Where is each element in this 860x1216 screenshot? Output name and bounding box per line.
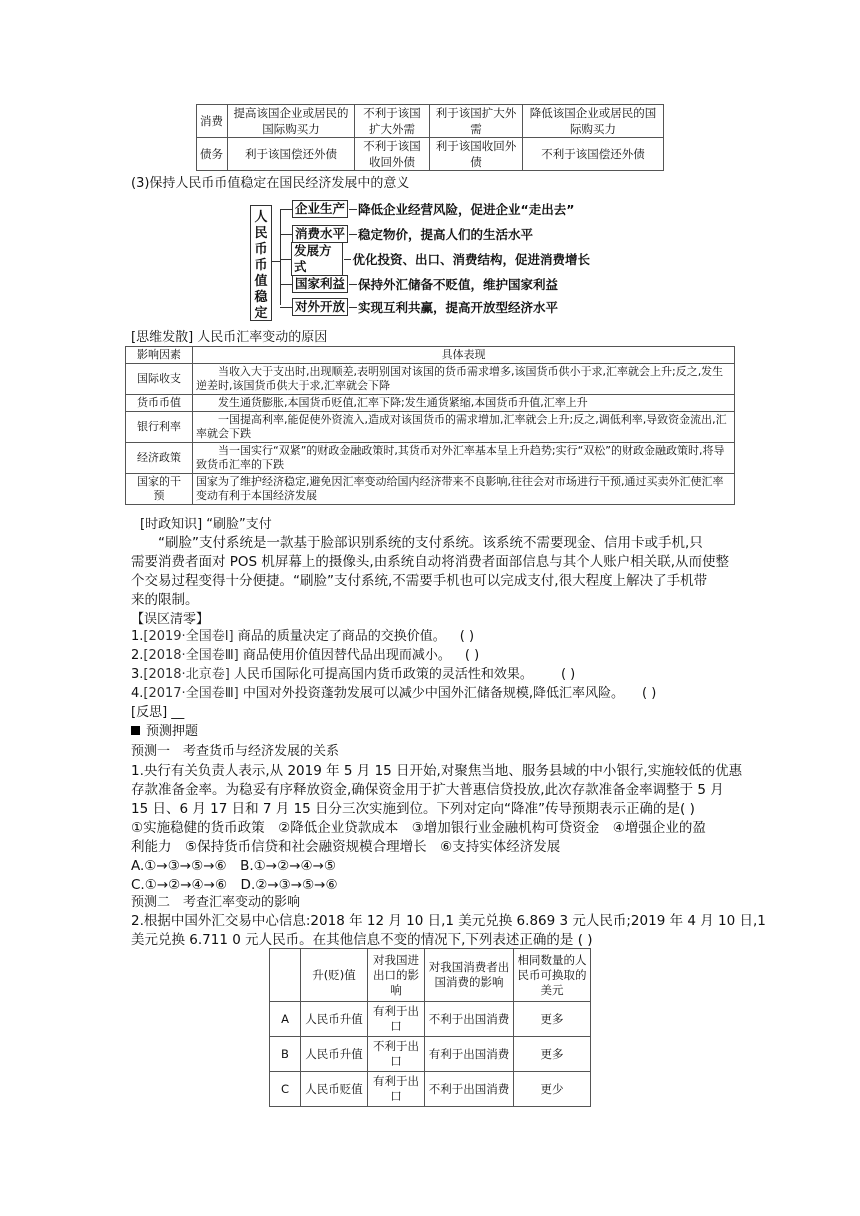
predict-title: 预测押题 <box>146 724 199 739</box>
table-row <box>126 474 735 505</box>
table-cell: 利于该国收回外债 <box>430 138 523 171</box>
table-row <box>197 138 664 171</box>
table-cell: 更多 <box>514 1037 591 1072</box>
thinking-title: [思维发散] 人民币汇率变动的原因 <box>131 330 328 345</box>
table-row <box>126 395 735 412</box>
question-line: 15 日、6 月 17 日和 7 月 15 日分三次实施到位。下列对定向“降准”传导预期表示正确的是( ) <box>131 801 695 817</box>
question-1 <box>131 762 742 895</box>
connector-line <box>271 261 280 262</box>
table-cell: 人民币升值 <box>301 1037 368 1072</box>
table-cell: 利于该国偿还外债 <box>228 138 355 171</box>
column-header: 具体表现 <box>193 347 735 364</box>
factor-cell: 国家的干预 <box>126 474 193 505</box>
answer-options: C.①→②→④→⑥ D.②→③→⑤→⑥ <box>131 877 338 893</box>
row-label: 消费 <box>197 105 228 138</box>
diagram-item <box>280 224 533 244</box>
table-cell: 提高该国企业或居民的国际购买力 <box>228 105 355 138</box>
row-label: 债务 <box>197 138 228 171</box>
predict-heading <box>131 722 198 741</box>
column-header: 对我国进出口的影响 <box>368 949 425 1002</box>
diagram-item <box>280 199 574 219</box>
table-row <box>126 364 735 395</box>
diagram-item-desc: 降低企业经营风险，促进企业“走出去” <box>358 202 575 217</box>
table-row <box>126 412 735 443</box>
table-cell: 利于该国扩大外需 <box>430 105 523 138</box>
misconception-title: 【误区清零】 <box>131 612 210 627</box>
section-title: (3)保持人民币币值稳定在国民经济发展中的意义 <box>131 176 410 191</box>
table-header-row <box>126 347 735 364</box>
diagram-item <box>280 243 590 274</box>
misconception-item: 3.[2018·北京卷] 人民币国际化可提高国内货币政策的灵活性和效果。 ( ) <box>131 667 576 682</box>
table-cell: 更多 <box>514 1002 591 1037</box>
table-cell: 有利于出口 <box>368 1072 425 1107</box>
question-line: 1.央行有关负责人表示,从 2019 年 5 月 15 日开始,对聚焦当地、服务县域的中小银行,实施较低的优惠 <box>131 763 743 779</box>
detail-cell: 当一国实行“双紧”的财政金融政策时,其货币对外汇率基本呈上升趋势;实行“双松”的财政金融政策时,将导致货币汇率的下跌 <box>193 443 735 474</box>
significance-diagram <box>250 197 590 323</box>
question-line: ①实施稳健的货币政策 ②降低企业贷款成本 ③增加银行业金融机构可贷资金 ④增强企业的盈 <box>131 820 706 836</box>
paragraph-line: 来的限制。 <box>131 592 199 608</box>
reflection-label: [反思] __ <box>131 705 185 720</box>
factor-cell: 银行利率 <box>126 412 193 443</box>
detail-cell: 发生通货膨胀,本国货币贬值,汇率下降;发生通货紧缩,本国货币升值,汇率上升 <box>193 395 735 412</box>
paragraph-line: 个交易过程变得十分便捷。“刷脸”支付系统,不需要手机也可以完成支付,很大程度上解决了手机带 <box>131 573 708 589</box>
factor-cell: 经济政策 <box>126 443 193 474</box>
current-affairs-title: [时政知识] “刷脸”支付 <box>140 517 272 532</box>
cause-table <box>125 346 735 505</box>
detail-cell: 一国提高利率,能促使外资流入,造成对该国货币的需求增加,汇率就会上升;反之,调低利率,导致资金流出,汇率就会下跌 <box>193 412 735 443</box>
predict-one-title: 预测一 考查货币与经济发展的关系 <box>131 744 340 759</box>
table-row <box>197 105 664 138</box>
question-line: 美元兑换 6.711 0 元人民币。在其他信息不变的情况下,下列表述正确的是 ( ) <box>131 932 593 948</box>
diagram-item-desc: 保持外汇储备不贬值，维护国家利益 <box>358 277 559 292</box>
table-cell: 不利于该国偿还外债 <box>523 138 664 171</box>
misconception-item: 1.[2019·全国卷Ⅰ] 商品的质量决定了商品的交换价值。 ( ) <box>131 629 475 644</box>
table-row <box>270 1002 591 1037</box>
table-cell: 不利于出国消费 <box>425 1002 514 1037</box>
table-header-row <box>270 949 591 1002</box>
column-header: 对我国消费者出国消费的影响 <box>425 949 514 1002</box>
detail-cell: 国家为了维护经济稳定,避免因汇率变动给国内经济带来不良影响,往往会对市场进行干预,通过买卖外汇使汇率变动有利于本国经济发展 <box>193 474 735 505</box>
factor-cell: 国际收支 <box>126 364 193 395</box>
table-cell: 不利于出国消费 <box>425 1072 514 1107</box>
column-header: 相同数量的人民币可换取的美元 <box>514 949 591 1002</box>
table-cell: C <box>270 1072 301 1107</box>
table-cell: 有利于出国消费 <box>425 1037 514 1072</box>
table-row <box>126 443 735 474</box>
table-cell: B <box>270 1037 301 1072</box>
current-affairs-body <box>131 534 731 610</box>
factor-cell: 货币币值 <box>126 395 193 412</box>
table-cell: 不利于出口 <box>368 1037 425 1072</box>
table-row <box>270 1037 591 1072</box>
diagram-item-desc: 实现互利共赢，提高开放型经济水平 <box>358 300 559 315</box>
table-cell: 有利于出口 <box>368 1002 425 1037</box>
top-table <box>196 104 664 171</box>
paragraph-line: “刷脸”支付系统是一款基于脸部识别系统的支付系统。该系统不需要现金、信用卡或手机,只 <box>158 535 703 551</box>
diagram-item-label: 发展方式 <box>291 242 343 276</box>
column-header: 影响因素 <box>126 347 193 364</box>
diagram-item <box>280 297 558 317</box>
question-line: 存款准备金率。为稳妥有序释放资金,确保资金用于扩大普惠信贷投放,此次存款准备金率调整于 5 月 <box>131 782 724 798</box>
table-row <box>270 1072 591 1107</box>
question-line: 利能力 ⑤保持货币信贷和社会融资规模合理增长 ⑥支持实体经济发展 <box>131 839 561 855</box>
column-header: 升(贬)值 <box>301 949 368 1002</box>
misconception-item: 2.[2018·全国卷Ⅲ] 商品使用价值因替代品出现而减小。 ( ) <box>131 648 480 663</box>
diagram-item-desc: 稳定物价，提高人们的生活水平 <box>358 227 534 242</box>
answer-options: A.①→③→⑤→⑥ B.①→②→④→⑤ <box>131 858 337 874</box>
paragraph-line: 需要消费者面对 POS 机屏幕上的摄像头,由系统自动将消费者面部信息与其个人账户相关联,从而使整 <box>131 554 729 570</box>
table-cell: 人民币升值 <box>301 1002 368 1037</box>
diagram-item-desc: 优化投资、出口、消费结构，促进消费增长 <box>352 252 590 267</box>
table-cell: A <box>270 1002 301 1037</box>
diagram-item-label: 对外开放 <box>292 298 348 316</box>
square-bullet-icon <box>131 726 140 735</box>
predict-two-title: 预测二 考查汇率变动的影响 <box>131 895 301 910</box>
diagram-root: 人民币币值稳定 <box>250 205 272 321</box>
question-2 <box>131 912 766 950</box>
exchange-table <box>269 948 591 1107</box>
table-cell: 人民币贬值 <box>301 1072 368 1107</box>
diagram-item <box>280 274 558 294</box>
misconception-item: 4.[2017·全国卷Ⅲ] 中国对外投资蓬勃发展可以减少中国外汇储备规模,降低汇率风险。 ( ) <box>131 686 657 701</box>
table-cell: 不利于该国扩大外需 <box>355 105 430 138</box>
diagram-item-label: 企业生产 <box>292 200 348 218</box>
question-line: 2.根据中国外汇交易中心信息:2018 年 12 月 10 日,1 美元兑换 6.869 3 元人民币;2019 年 4 月 10 日,1 <box>131 913 766 929</box>
table-cell: 不利于该国收回外债 <box>355 138 430 171</box>
detail-cell: 当收入大于支出时,出现顺差,表明别国对该国的货币需求增多,该国货币供小于求,汇率就会上升;反之,发生逆差时,该国货币供大于求,汇率就会下降 <box>193 364 735 395</box>
table-cell: 降低该国企业或居民的国际购买力 <box>523 105 664 138</box>
diagram-item-label: 国家利益 <box>292 275 348 293</box>
table-cell: 更少 <box>514 1072 591 1107</box>
diagram-item-label: 消费水平 <box>292 225 348 243</box>
column-header <box>270 949 301 1002</box>
